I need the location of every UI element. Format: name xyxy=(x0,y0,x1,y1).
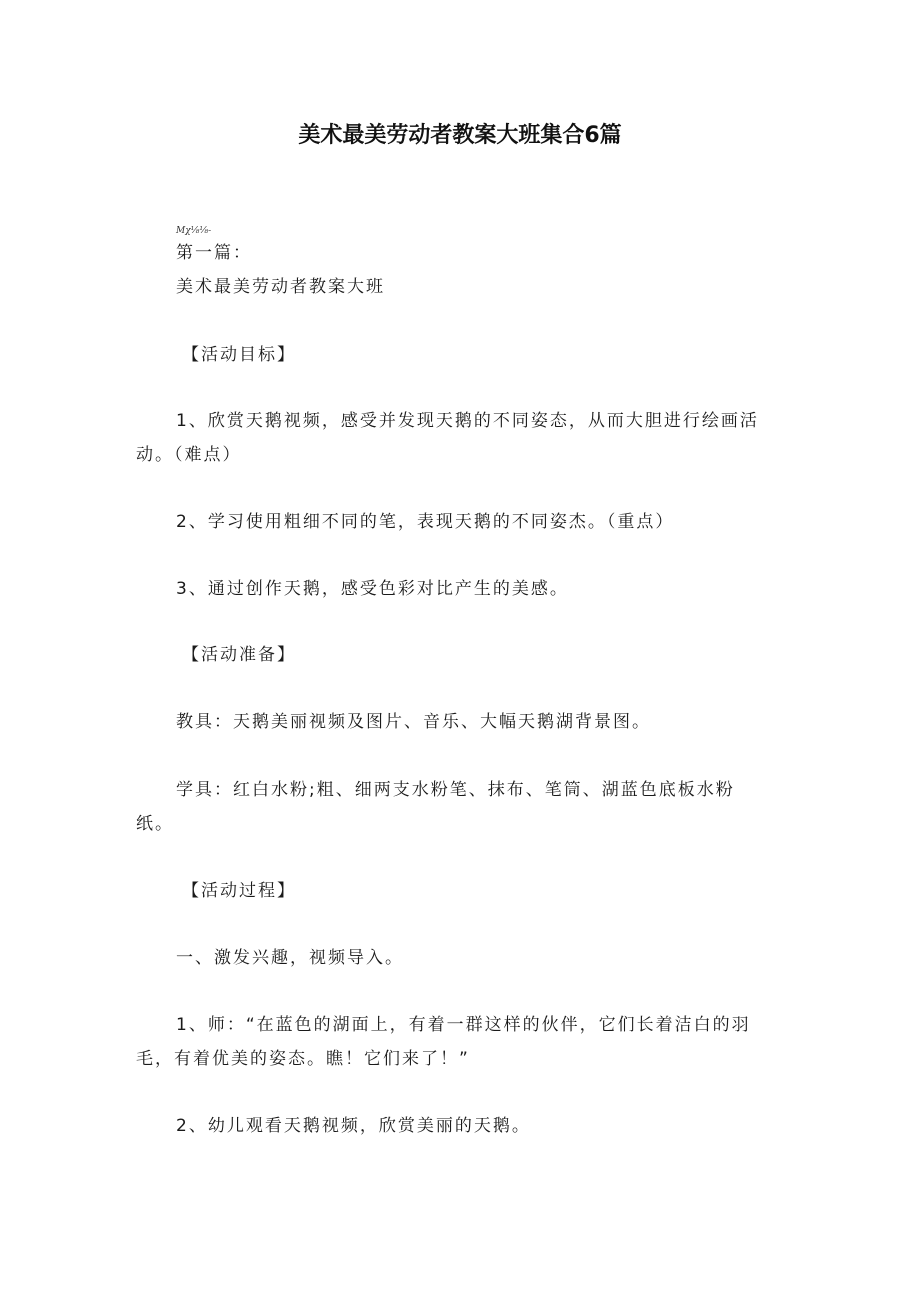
teacher-tools: 教具：天鹅美丽视频及图片、音乐、大幅天鹅湖背景图。 xyxy=(176,712,651,732)
step-one-heading: 一、激发兴趣，视频导入。 xyxy=(176,948,404,968)
process-heading: 【活动过程】 xyxy=(182,881,296,901)
goal-1-line-2: 动。（难点） xyxy=(136,445,242,465)
prep-heading: 【活动准备】 xyxy=(182,645,296,665)
scan-mark: Mχ⅛⅛- xyxy=(176,226,212,236)
step-1-line-1: 1、师：“在蓝色的湖面上，有着一群这样的伙伴，它们长着洁白的羽 xyxy=(176,1015,751,1035)
step-1-line-2: 毛，有着优美的姿态。瞧！它们来了！” xyxy=(136,1049,470,1069)
goal-1-line-1: 1、欣赏天鹅视频，感受并发现天鹅的不同姿态，从而大胆进行绘画活 xyxy=(176,411,759,431)
goals-heading: 【活动目标】 xyxy=(182,345,296,365)
document-title: 美术最美劳动者教案大班集合6篇 xyxy=(298,123,622,148)
goal-3: 3、通过创作天鹅，感受色彩对比产生的美感。 xyxy=(176,579,569,599)
step-2: 2、幼儿观看天鹅视频，欣赏美丽的天鹅。 xyxy=(176,1116,531,1136)
student-tools-line-1: 学具：红白水粉;粗、细两支水粉笔、抹布、笔筒、湖蓝色底板水粉 xyxy=(176,780,735,800)
goal-2: 2、学习使用粗细不同的笔，表现天鹅的不同姿杰。（重点） xyxy=(176,512,675,532)
student-tools-line-2: 纸。 xyxy=(136,814,174,834)
section-subtitle: 美术最美劳动者教案大班 xyxy=(176,277,385,297)
section-heading: 第一篇： xyxy=(176,243,252,263)
